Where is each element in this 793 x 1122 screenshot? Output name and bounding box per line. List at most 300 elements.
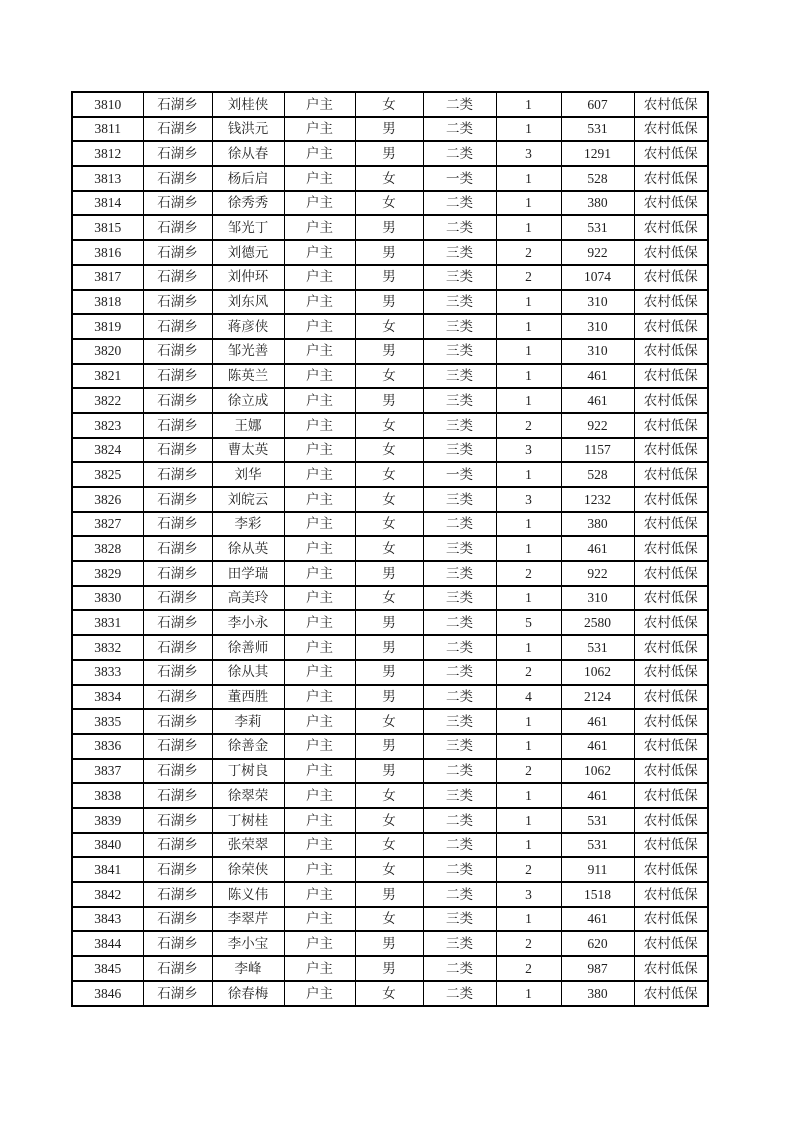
- cell-serial-number: 3811: [72, 117, 143, 142]
- cell-person-count: 1: [496, 981, 561, 1006]
- cell-person-count: 1: [496, 215, 561, 240]
- cell-gender: 女: [355, 413, 423, 438]
- cell-person-name: 刘德元: [212, 240, 284, 265]
- cell-amount: 1232: [561, 487, 634, 512]
- cell-category: 二类: [423, 882, 496, 907]
- cell-serial-number: 3846: [72, 981, 143, 1006]
- cell-welfare-type: 农村低保: [634, 586, 708, 611]
- cell-household-relation: 户主: [284, 265, 355, 290]
- cell-household-relation: 户主: [284, 388, 355, 413]
- cell-amount: 461: [561, 783, 634, 808]
- cell-welfare-type: 农村低保: [634, 290, 708, 315]
- cell-category: 一类: [423, 166, 496, 191]
- cell-household-relation: 户主: [284, 191, 355, 216]
- cell-township: 石湖乡: [143, 512, 212, 537]
- table-row: [72, 833, 708, 858]
- cell-gender: 男: [355, 240, 423, 265]
- cell-gender: 男: [355, 931, 423, 956]
- cell-amount: 461: [561, 709, 634, 734]
- cell-category: 三类: [423, 438, 496, 463]
- cell-household-relation: 户主: [284, 956, 355, 981]
- cell-household-relation: 户主: [284, 215, 355, 240]
- cell-household-relation: 户主: [284, 487, 355, 512]
- cell-person-count: 2: [496, 956, 561, 981]
- table-row: [72, 907, 708, 932]
- cell-person-name: 高美玲: [212, 586, 284, 611]
- cell-category: 三类: [423, 339, 496, 364]
- cell-serial-number: 3831: [72, 610, 143, 635]
- cell-welfare-type: 农村低保: [634, 462, 708, 487]
- cell-person-name: 徐秀秀: [212, 191, 284, 216]
- cell-category: 二类: [423, 635, 496, 660]
- table-row: [72, 685, 708, 710]
- cell-welfare-type: 农村低保: [634, 734, 708, 759]
- cell-person-name: 田学瑞: [212, 561, 284, 586]
- cell-gender: 女: [355, 586, 423, 611]
- cell-category: 二类: [423, 191, 496, 216]
- cell-household-relation: 户主: [284, 734, 355, 759]
- cell-person-count: 1: [496, 191, 561, 216]
- cell-serial-number: 3844: [72, 931, 143, 956]
- cell-person-count: 1: [496, 783, 561, 808]
- cell-gender: 女: [355, 512, 423, 537]
- cell-welfare-type: 农村低保: [634, 92, 708, 117]
- cell-household-relation: 户主: [284, 166, 355, 191]
- cell-serial-number: 3820: [72, 339, 143, 364]
- table-row: [72, 808, 708, 833]
- cell-amount: 922: [561, 413, 634, 438]
- cell-serial-number: 3829: [72, 561, 143, 586]
- table-row: [72, 610, 708, 635]
- cell-person-count: 1: [496, 92, 561, 117]
- cell-person-count: 1: [496, 635, 561, 660]
- cell-serial-number: 3817: [72, 265, 143, 290]
- cell-serial-number: 3840: [72, 833, 143, 858]
- cell-amount: 1074: [561, 265, 634, 290]
- table-row: [72, 759, 708, 784]
- cell-person-name: 邹光丁: [212, 215, 284, 240]
- cell-person-name: 徐立成: [212, 388, 284, 413]
- cell-township: 石湖乡: [143, 833, 212, 858]
- cell-household-relation: 户主: [284, 833, 355, 858]
- cell-household-relation: 户主: [284, 141, 355, 166]
- cell-person-name: 徐翠荣: [212, 783, 284, 808]
- cell-amount: 461: [561, 388, 634, 413]
- cell-gender: 男: [355, 685, 423, 710]
- cell-person-name: 董西胜: [212, 685, 284, 710]
- table-row: [72, 388, 708, 413]
- cell-township: 石湖乡: [143, 907, 212, 932]
- cell-serial-number: 3816: [72, 240, 143, 265]
- cell-welfare-type: 农村低保: [634, 635, 708, 660]
- cell-township: 石湖乡: [143, 536, 212, 561]
- cell-welfare-type: 农村低保: [634, 141, 708, 166]
- cell-person-name: 徐从春: [212, 141, 284, 166]
- cell-household-relation: 户主: [284, 907, 355, 932]
- cell-gender: 女: [355, 808, 423, 833]
- cell-amount: 2580: [561, 610, 634, 635]
- cell-gender: 男: [355, 141, 423, 166]
- cell-amount: 1062: [561, 660, 634, 685]
- cell-gender: 男: [355, 956, 423, 981]
- cell-amount: 461: [561, 907, 634, 932]
- cell-amount: 1518: [561, 882, 634, 907]
- cell-household-relation: 户主: [284, 462, 355, 487]
- cell-category: 一类: [423, 462, 496, 487]
- cell-serial-number: 3835: [72, 709, 143, 734]
- cell-serial-number: 3821: [72, 364, 143, 389]
- cell-welfare-type: 农村低保: [634, 857, 708, 882]
- cell-category: 二类: [423, 759, 496, 784]
- cell-welfare-type: 农村低保: [634, 660, 708, 685]
- cell-gender: 女: [355, 92, 423, 117]
- cell-person-name: 丁树良: [212, 759, 284, 784]
- table-row: [72, 660, 708, 685]
- welfare-table-body: [72, 92, 708, 1006]
- cell-serial-number: 3838: [72, 783, 143, 808]
- cell-township: 石湖乡: [143, 438, 212, 463]
- cell-gender: 男: [355, 561, 423, 586]
- cell-person-count: 1: [496, 734, 561, 759]
- cell-category: 二类: [423, 956, 496, 981]
- cell-household-relation: 户主: [284, 364, 355, 389]
- cell-amount: 531: [561, 117, 634, 142]
- cell-township: 石湖乡: [143, 462, 212, 487]
- table-row: [72, 931, 708, 956]
- cell-category: 二类: [423, 141, 496, 166]
- cell-welfare-type: 农村低保: [634, 833, 708, 858]
- cell-category: 二类: [423, 117, 496, 142]
- table-row: [72, 536, 708, 561]
- cell-person-count: 2: [496, 561, 561, 586]
- cell-welfare-type: 农村低保: [634, 709, 708, 734]
- table-row: [72, 882, 708, 907]
- cell-gender: 女: [355, 783, 423, 808]
- table-row: [72, 117, 708, 142]
- cell-township: 石湖乡: [143, 561, 212, 586]
- table-row: [72, 290, 708, 315]
- table-row: [72, 92, 708, 117]
- cell-household-relation: 户主: [284, 512, 355, 537]
- table-row: [72, 215, 708, 240]
- table-row: [72, 487, 708, 512]
- cell-gender: 女: [355, 364, 423, 389]
- cell-person-count: 3: [496, 487, 561, 512]
- cell-person-name: 李峰: [212, 956, 284, 981]
- cell-household-relation: 户主: [284, 240, 355, 265]
- cell-person-name: 王娜: [212, 413, 284, 438]
- cell-person-count: 2: [496, 857, 561, 882]
- cell-amount: 310: [561, 586, 634, 611]
- cell-serial-number: 3814: [72, 191, 143, 216]
- cell-gender: 男: [355, 388, 423, 413]
- cell-welfare-type: 农村低保: [634, 561, 708, 586]
- table-row: [72, 512, 708, 537]
- cell-category: 二类: [423, 685, 496, 710]
- cell-category: 三类: [423, 413, 496, 438]
- table-row: [72, 141, 708, 166]
- cell-household-relation: 户主: [284, 561, 355, 586]
- cell-person-count: 2: [496, 240, 561, 265]
- cell-person-count: 2: [496, 759, 561, 784]
- cell-serial-number: 3842: [72, 882, 143, 907]
- cell-gender: 男: [355, 117, 423, 142]
- cell-category: 三类: [423, 536, 496, 561]
- cell-household-relation: 户主: [284, 314, 355, 339]
- cell-person-count: 2: [496, 413, 561, 438]
- cell-welfare-type: 农村低保: [634, 685, 708, 710]
- table-row: [72, 709, 708, 734]
- cell-serial-number: 3827: [72, 512, 143, 537]
- cell-township: 石湖乡: [143, 635, 212, 660]
- welfare-recipients-table: [71, 91, 709, 1007]
- table-row: [72, 734, 708, 759]
- cell-township: 石湖乡: [143, 956, 212, 981]
- cell-gender: 女: [355, 462, 423, 487]
- cell-township: 石湖乡: [143, 141, 212, 166]
- cell-serial-number: 3837: [72, 759, 143, 784]
- table-row: [72, 438, 708, 463]
- cell-gender: 女: [355, 981, 423, 1006]
- cell-person-count: 1: [496, 462, 561, 487]
- cell-category: 三类: [423, 931, 496, 956]
- cell-category: 三类: [423, 561, 496, 586]
- cell-person-name: 徐善金: [212, 734, 284, 759]
- cell-township: 石湖乡: [143, 734, 212, 759]
- cell-welfare-type: 农村低保: [634, 191, 708, 216]
- cell-amount: 2124: [561, 685, 634, 710]
- cell-welfare-type: 农村低保: [634, 413, 708, 438]
- cell-welfare-type: 农村低保: [634, 981, 708, 1006]
- cell-township: 石湖乡: [143, 660, 212, 685]
- cell-household-relation: 户主: [284, 586, 355, 611]
- cell-gender: 女: [355, 438, 423, 463]
- cell-person-count: 5: [496, 610, 561, 635]
- cell-person-name: 李翠芹: [212, 907, 284, 932]
- cell-person-name: 刘华: [212, 462, 284, 487]
- cell-amount: 1062: [561, 759, 634, 784]
- cell-gender: 女: [355, 857, 423, 882]
- cell-township: 石湖乡: [143, 981, 212, 1006]
- cell-amount: 461: [561, 536, 634, 561]
- cell-amount: 310: [561, 339, 634, 364]
- cell-gender: 女: [355, 191, 423, 216]
- cell-gender: 女: [355, 536, 423, 561]
- cell-person-name: 徐从其: [212, 660, 284, 685]
- cell-household-relation: 户主: [284, 339, 355, 364]
- cell-welfare-type: 农村低保: [634, 364, 708, 389]
- cell-person-name: 钱洪元: [212, 117, 284, 142]
- table-row: [72, 191, 708, 216]
- cell-household-relation: 户主: [284, 413, 355, 438]
- cell-household-relation: 户主: [284, 685, 355, 710]
- cell-gender: 男: [355, 882, 423, 907]
- cell-household-relation: 户主: [284, 709, 355, 734]
- cell-person-name: 徐善师: [212, 635, 284, 660]
- cell-person-count: 1: [496, 833, 561, 858]
- cell-serial-number: 3828: [72, 536, 143, 561]
- cell-household-relation: 户主: [284, 536, 355, 561]
- cell-household-relation: 户主: [284, 882, 355, 907]
- cell-serial-number: 3841: [72, 857, 143, 882]
- cell-township: 石湖乡: [143, 931, 212, 956]
- cell-amount: 987: [561, 956, 634, 981]
- cell-household-relation: 户主: [284, 759, 355, 784]
- cell-serial-number: 3832: [72, 635, 143, 660]
- table-row: [72, 857, 708, 882]
- cell-gender: 男: [355, 215, 423, 240]
- cell-gender: 男: [355, 339, 423, 364]
- cell-person-count: 3: [496, 438, 561, 463]
- cell-welfare-type: 农村低保: [634, 265, 708, 290]
- cell-township: 石湖乡: [143, 290, 212, 315]
- cell-person-count: 1: [496, 709, 561, 734]
- cell-welfare-type: 农村低保: [634, 956, 708, 981]
- cell-person-count: 2: [496, 660, 561, 685]
- cell-welfare-type: 农村低保: [634, 536, 708, 561]
- cell-person-name: 陈英兰: [212, 364, 284, 389]
- cell-gender: 男: [355, 759, 423, 784]
- cell-person-count: 2: [496, 265, 561, 290]
- cell-township: 石湖乡: [143, 610, 212, 635]
- cell-person-name: 徐荣侠: [212, 857, 284, 882]
- cell-category: 三类: [423, 907, 496, 932]
- cell-household-relation: 户主: [284, 660, 355, 685]
- cell-amount: 607: [561, 92, 634, 117]
- cell-amount: 380: [561, 981, 634, 1006]
- cell-person-name: 李小宝: [212, 931, 284, 956]
- cell-amount: 922: [561, 240, 634, 265]
- cell-person-count: 1: [496, 907, 561, 932]
- cell-township: 石湖乡: [143, 240, 212, 265]
- cell-household-relation: 户主: [284, 783, 355, 808]
- cell-person-name: 陈义伟: [212, 882, 284, 907]
- cell-person-count: 1: [496, 512, 561, 537]
- table-row: [72, 413, 708, 438]
- cell-person-name: 李莉: [212, 709, 284, 734]
- cell-household-relation: 户主: [284, 117, 355, 142]
- cell-gender: 男: [355, 290, 423, 315]
- cell-household-relation: 户主: [284, 610, 355, 635]
- cell-gender: 男: [355, 734, 423, 759]
- cell-category: 二类: [423, 660, 496, 685]
- cell-welfare-type: 农村低保: [634, 215, 708, 240]
- cell-amount: 531: [561, 635, 634, 660]
- cell-person-count: 1: [496, 536, 561, 561]
- cell-person-name: 徐从英: [212, 536, 284, 561]
- cell-category: 二类: [423, 610, 496, 635]
- table-row: [72, 462, 708, 487]
- cell-welfare-type: 农村低保: [634, 438, 708, 463]
- cell-gender: 女: [355, 907, 423, 932]
- cell-category: 三类: [423, 783, 496, 808]
- cell-township: 石湖乡: [143, 882, 212, 907]
- cell-category: 二类: [423, 833, 496, 858]
- cell-serial-number: 3815: [72, 215, 143, 240]
- cell-township: 石湖乡: [143, 92, 212, 117]
- cell-welfare-type: 农村低保: [634, 783, 708, 808]
- cell-gender: 男: [355, 660, 423, 685]
- cell-household-relation: 户主: [284, 290, 355, 315]
- cell-welfare-type: 农村低保: [634, 931, 708, 956]
- cell-category: 三类: [423, 586, 496, 611]
- cell-township: 石湖乡: [143, 166, 212, 191]
- cell-category: 二类: [423, 215, 496, 240]
- cell-serial-number: 3834: [72, 685, 143, 710]
- cell-welfare-type: 农村低保: [634, 166, 708, 191]
- cell-amount: 911: [561, 857, 634, 882]
- cell-township: 石湖乡: [143, 783, 212, 808]
- cell-category: 二类: [423, 512, 496, 537]
- cell-welfare-type: 农村低保: [634, 487, 708, 512]
- table-row: [72, 265, 708, 290]
- cell-township: 石湖乡: [143, 215, 212, 240]
- cell-welfare-type: 农村低保: [634, 808, 708, 833]
- cell-serial-number: 3822: [72, 388, 143, 413]
- cell-serial-number: 3813: [72, 166, 143, 191]
- cell-welfare-type: 农村低保: [634, 512, 708, 537]
- cell-serial-number: 3819: [72, 314, 143, 339]
- cell-serial-number: 3826: [72, 487, 143, 512]
- cell-gender: 男: [355, 265, 423, 290]
- cell-welfare-type: 农村低保: [634, 240, 708, 265]
- cell-person-name: 徐春梅: [212, 981, 284, 1006]
- cell-welfare-type: 农村低保: [634, 759, 708, 784]
- cell-person-count: 4: [496, 685, 561, 710]
- cell-township: 石湖乡: [143, 857, 212, 882]
- cell-person-name: 杨后启: [212, 166, 284, 191]
- cell-welfare-type: 农村低保: [634, 117, 708, 142]
- cell-person-count: 2: [496, 931, 561, 956]
- table-row: [72, 956, 708, 981]
- cell-gender: 女: [355, 314, 423, 339]
- cell-township: 石湖乡: [143, 265, 212, 290]
- cell-household-relation: 户主: [284, 857, 355, 882]
- table-row: [72, 635, 708, 660]
- cell-person-count: 3: [496, 141, 561, 166]
- cell-serial-number: 3818: [72, 290, 143, 315]
- cell-person-name: 蒋彦侠: [212, 314, 284, 339]
- cell-household-relation: 户主: [284, 438, 355, 463]
- cell-person-name: 刘皖云: [212, 487, 284, 512]
- cell-amount: 620: [561, 931, 634, 956]
- cell-serial-number: 3845: [72, 956, 143, 981]
- cell-amount: 380: [561, 512, 634, 537]
- cell-serial-number: 3839: [72, 808, 143, 833]
- cell-township: 石湖乡: [143, 364, 212, 389]
- cell-township: 石湖乡: [143, 685, 212, 710]
- cell-serial-number: 3830: [72, 586, 143, 611]
- cell-welfare-type: 农村低保: [634, 882, 708, 907]
- table-row: [72, 314, 708, 339]
- cell-amount: 1291: [561, 141, 634, 166]
- cell-person-name: 李小永: [212, 610, 284, 635]
- cell-township: 石湖乡: [143, 586, 212, 611]
- table-row: [72, 240, 708, 265]
- cell-household-relation: 户主: [284, 635, 355, 660]
- cell-township: 石湖乡: [143, 388, 212, 413]
- cell-amount: 531: [561, 215, 634, 240]
- cell-serial-number: 3823: [72, 413, 143, 438]
- cell-amount: 310: [561, 314, 634, 339]
- cell-amount: 1157: [561, 438, 634, 463]
- cell-household-relation: 户主: [284, 931, 355, 956]
- cell-category: 二类: [423, 857, 496, 882]
- cell-township: 石湖乡: [143, 759, 212, 784]
- cell-person-count: 1: [496, 388, 561, 413]
- cell-welfare-type: 农村低保: [634, 339, 708, 364]
- cell-person-name: 曹太英: [212, 438, 284, 463]
